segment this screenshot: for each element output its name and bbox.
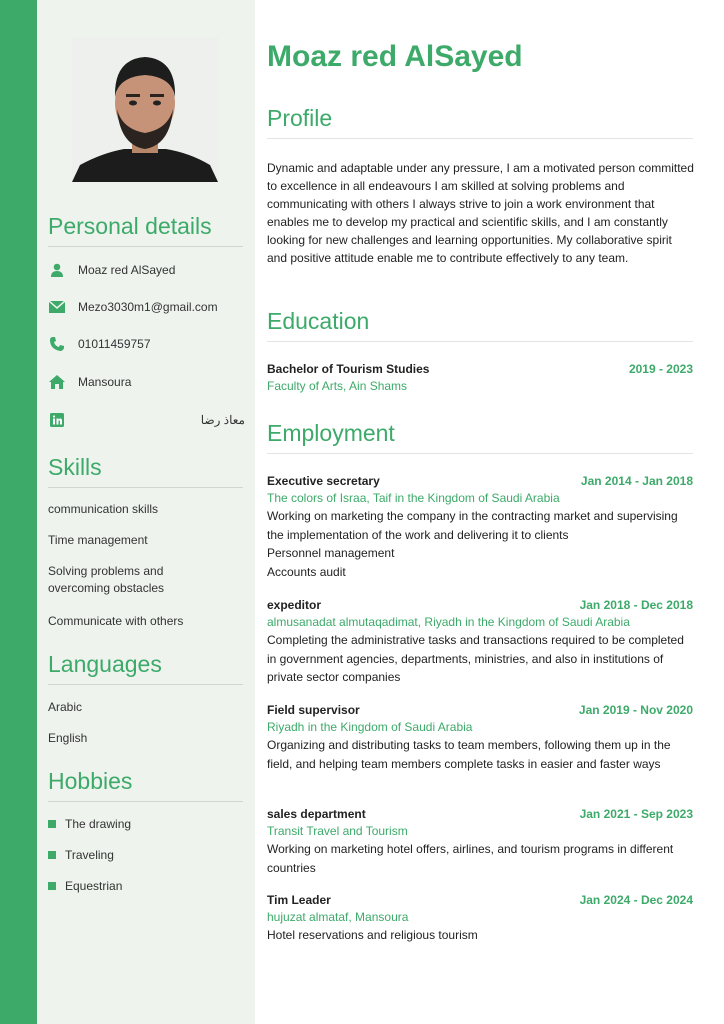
job-title: Tim Leader bbox=[267, 893, 331, 907]
phone-number[interactable]: 01011459757 bbox=[78, 337, 151, 351]
phone-row bbox=[48, 334, 151, 354]
education-degree: Bachelor of Tourism Studies bbox=[267, 362, 430, 376]
languages-heading: Languages bbox=[48, 651, 243, 685]
job-title: Field supervisor bbox=[267, 703, 360, 717]
job-description-line: Personnel management bbox=[267, 546, 395, 560]
bullet-square-icon bbox=[48, 882, 56, 890]
job-description-line: Completing the administrative tasks and transactions required to be completed in government agencies, departments, ministries, and also in institutions of private sector companies bbox=[267, 633, 684, 684]
job-title: expeditor bbox=[267, 598, 322, 612]
hobby-item bbox=[48, 879, 122, 893]
skill-item: Solving problems and overcoming obstacles bbox=[48, 564, 165, 595]
hobbies-section bbox=[48, 768, 243, 802]
job-company: hujuzat almataf, Mansoura bbox=[267, 910, 409, 924]
job-date: Jan 2019 - Nov 2020 bbox=[578, 703, 693, 717]
job-title: sales department bbox=[267, 807, 366, 821]
user-icon bbox=[48, 262, 66, 278]
job-date: Jan 2024 - Dec 2024 bbox=[579, 893, 693, 907]
profile-photo bbox=[72, 37, 218, 182]
profile-summary: Dynamic and adaptable under any pressure, I am a motivated person committed to excellence in all endeavours I am skilled at solving problems and communicating with others I always strive to join a work environment that enables me to develop my practical and scientific skills, and I am constantly looking for new challenges and learning opportunities. My collaborative spirit and positive attitude enable me to contribute effectively to any team. bbox=[267, 161, 694, 265]
hobby-label: The drawing bbox=[65, 817, 132, 831]
job-title: Executive secretary bbox=[267, 474, 380, 488]
hobbies-heading: Hobbies bbox=[48, 768, 243, 802]
job-date: Jan 2018 - Dec 2018 bbox=[579, 598, 693, 612]
email-row bbox=[48, 297, 218, 317]
candidate-name: Moaz red AlSayed bbox=[267, 40, 523, 73]
envelope-icon bbox=[48, 299, 66, 315]
hobby-label: Traveling bbox=[65, 848, 114, 862]
employment-heading: Employment bbox=[267, 420, 693, 454]
job-date: Jan 2014 - Jan 2018 bbox=[580, 474, 693, 488]
language-item: English bbox=[48, 731, 88, 745]
bullet-square-icon bbox=[48, 851, 56, 859]
skill-item: Time management bbox=[48, 533, 148, 547]
employment-entry bbox=[267, 598, 693, 687]
education-heading: Education bbox=[267, 308, 693, 342]
linkedin-handle[interactable]: معاذ رضا bbox=[200, 413, 245, 427]
employment-entry bbox=[267, 474, 693, 581]
job-company: almusanadat almutaqadimat, Riyadh in the Kingdom of Saudi Arabia bbox=[267, 615, 630, 629]
education-date: 2019 - 2023 bbox=[628, 362, 693, 376]
hobby-item bbox=[48, 848, 114, 862]
employment-entry bbox=[267, 893, 693, 945]
job-description-line: Working on marketing the company in the contracting market and supervising the implementation of the work and delivering it to clients bbox=[267, 509, 678, 542]
job-date: Jan 2021 - Sep 2023 bbox=[579, 807, 693, 821]
personal-name: Moaz red AlSayed bbox=[78, 263, 176, 277]
location-row bbox=[48, 372, 131, 392]
left-accent-stripe bbox=[0, 0, 37, 1024]
linkedin-icon bbox=[48, 412, 66, 428]
skills-section bbox=[48, 454, 243, 488]
employment-entry bbox=[267, 703, 693, 773]
profile-heading: Profile bbox=[267, 105, 693, 139]
job-description-line: Organizing and distributing tasks to team members, following them up in the field, and helping team members complete tasks in easier and faster ways bbox=[267, 738, 671, 771]
education-entry bbox=[267, 362, 693, 395]
bullet-square-icon bbox=[48, 820, 56, 828]
education-institution: Faculty of Arts, Ain Shams bbox=[267, 379, 408, 393]
language-item: Arabic bbox=[48, 700, 83, 714]
hobby-label: Equestrian bbox=[65, 879, 123, 893]
job-company: Transit Travel and Tourism bbox=[267, 824, 408, 838]
skill-item: Communicate with others bbox=[48, 614, 184, 628]
personal-details-heading: Personal details bbox=[48, 213, 243, 247]
email-address[interactable]: Mezo3030m1@gmail.com bbox=[78, 300, 218, 314]
job-company: The colors of Israa, Taif in the Kingdom of Saudi Arabia bbox=[267, 491, 560, 505]
languages-section bbox=[48, 651, 243, 685]
home-icon bbox=[48, 374, 66, 390]
personal-name-row bbox=[48, 260, 175, 280]
personal-details-section bbox=[48, 213, 243, 247]
skills-heading: Skills bbox=[48, 454, 243, 488]
hobby-item bbox=[48, 817, 131, 831]
linkedin-row bbox=[48, 410, 245, 430]
job-description-line: Hotel reservations and religious tourism bbox=[267, 928, 478, 942]
location: Mansoura bbox=[78, 375, 132, 389]
job-company: Riyadh in the Kingdom of Saudi Arabia bbox=[267, 720, 473, 734]
job-description-line: Working on marketing hotel offers, airlines, and tourism programs in different countries bbox=[267, 842, 674, 875]
phone-icon bbox=[48, 336, 66, 352]
skill-item: communication skills bbox=[48, 502, 159, 516]
employment-entry bbox=[267, 807, 693, 877]
job-description-line: Accounts audit bbox=[267, 564, 346, 579]
